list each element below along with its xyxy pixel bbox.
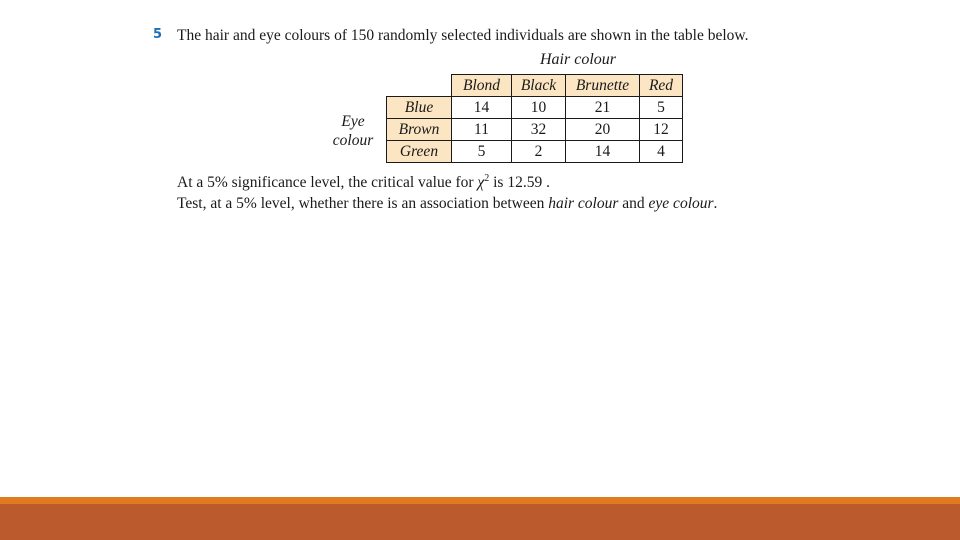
question-number: 5 [153,27,163,42]
table-cell: 11 [452,119,512,141]
test-text-part1: Test, at a 5% level, whether there is an association between [177,195,549,212]
critical-text-part2: is 12.59 . [489,174,550,192]
eye-label-line2: colour [332,132,374,149]
test-text-end: . [713,195,718,212]
test-text-and: and [618,195,649,212]
table-corner [387,75,452,97]
question-text: The hair and eye colours of 150 randomly selected individuals are shown in the table below. [177,27,749,44]
column-header-blond: Blond [452,75,512,97]
table-cell: 14 [452,97,512,119]
term-hair-colour: hair colour [548,195,619,212]
table-row [387,141,683,163]
table-header-row [387,75,683,97]
table-cell: 5 [640,97,683,119]
table-cell: 4 [640,141,683,163]
table-cell: 14 [566,141,640,163]
table-cell: 20 [566,119,640,141]
critical-value-sentence [177,173,550,192]
table-cell: 12 [640,119,683,141]
column-header-brunette: Brunette [566,75,640,97]
chi-exponent: 2 [484,173,490,184]
table-cell: 2 [512,141,566,163]
term-eye-colour: eye colour [648,195,714,212]
table-row [387,119,683,141]
footer-bar [0,504,960,540]
hair-colour-label: Hair colour [540,51,616,68]
row-header-blue: Blue [387,97,452,119]
chi-symbol: χ [477,174,485,192]
row-header-green: Green [387,141,452,163]
table-cell: 5 [452,141,512,163]
table-cell: 10 [512,97,566,119]
footer-accent-bar [0,497,960,504]
eye-label-line1: Eye [341,113,365,130]
table-row [387,97,683,119]
table-cell: 32 [512,119,566,141]
critical-text-part1: At a 5% significance level, the critical value for [177,174,478,192]
eye-colour-label [326,112,380,150]
column-header-red: Red [640,75,683,97]
table-cell: 21 [566,97,640,119]
column-header-black: Black [512,75,566,97]
contingency-table [386,74,683,163]
test-instruction-sentence [177,195,717,213]
row-header-brown: Brown [387,119,452,141]
